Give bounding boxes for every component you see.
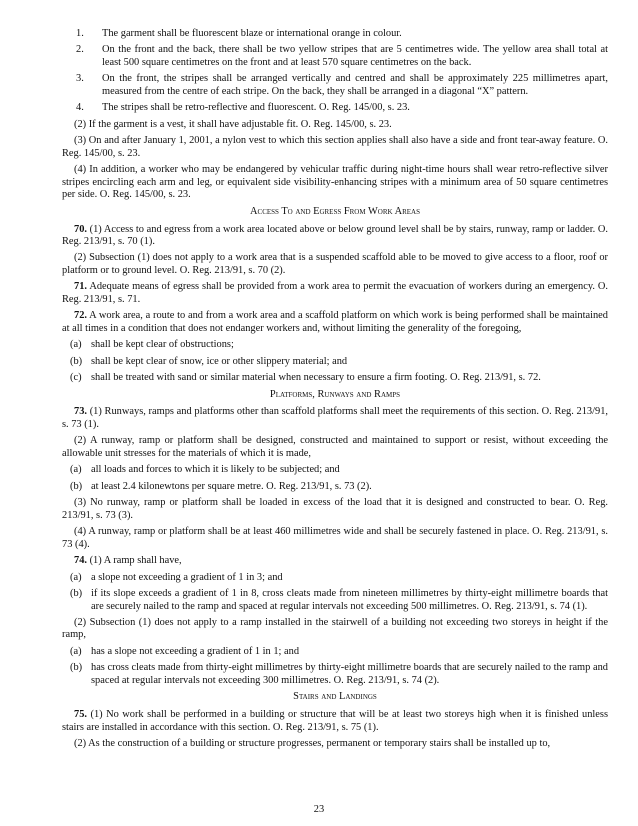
clause-label: (b) [70, 662, 83, 674]
paragraph [62, 738, 608, 751]
paragraph [62, 526, 608, 551]
item-number: 4. [76, 102, 84, 114]
clause-item [62, 662, 608, 687]
paragraph [62, 119, 608, 132]
paragraph-text: A work area, a route to and from a work area and a scaffold platform on which work is being performed shall be maintained at all times in a condition that does not endanger workers and, without limiting the generality of the foregoing, [62, 310, 608, 335]
item-text: The garment shall be fluorescent blaze or international orange in colour. [102, 28, 402, 39]
numbered-item [62, 28, 608, 41]
paragraph-text: (3) No runway, ramp or platform shall be loaded in excess of the load that it is designed and constructed to bear. O. Reg. 213/91, s. 73 (3). [62, 497, 608, 521]
clause-item [62, 339, 608, 352]
clause-text: all loads and forces to which it is likely to be subjected; and [91, 464, 340, 476]
paragraph-text: (1) No work shall be performed in a building or structure that will be at least two storeys high when it is finished unless stairs are installed in accordance with this section. O. Reg. 213/91, s. 75 (1). [62, 709, 608, 733]
clause-label: (c) [70, 372, 82, 384]
clause-item [62, 481, 608, 494]
section-number: 74. [74, 555, 87, 567]
clause-text: shall be kept clear of obstructions; [91, 339, 234, 351]
item-number: 2. [76, 44, 84, 56]
item-text: On the front, the stripes shall be arranged vertically and centred and shall be approximately 225 millimetres apart, measured from the centre of each stripe. On the back, they shall be arranged in a diagonal “X” pattern. [102, 73, 608, 97]
clause-item [62, 356, 608, 369]
paragraph [62, 555, 608, 568]
section-heading: Stairs and Landings [293, 691, 377, 703]
paragraph-text: (2) A runway, ramp or platform shall be designed, constructed and maintained to support or resist, without exceeding the allowable unit stresses for the materials of which it is made, [62, 435, 608, 459]
section-heading: Access To and Egress From Work Areas [250, 205, 420, 217]
clause-label: (b) [70, 355, 83, 367]
paragraph-text: (4) A runway, ramp or platform shall be at least 460 millimetres wide and shall be securely fastened in place. O. Reg. 213/91, s. 73 (4). [62, 526, 608, 550]
paragraph-text: Adequate means of egress shall be provided from a work area to permit the evacuation of workers during an emergency. O. Reg. 213/91, s. 71. [62, 281, 608, 306]
paragraph-text: (1) A ramp shall have, [87, 555, 182, 567]
clause-text: if its slope exceeds a gradient of 1 in 8, cross cleats made from nineteen millimetres by thirty-eight millimetre boards that are securely nailed to the ramp and spaced at regular intervals not exceeding 500 millimetres. O. Reg. 213/91, s. 74 (1). [91, 587, 608, 612]
clause-item [62, 572, 608, 585]
section-number: 71. [74, 281, 87, 293]
section-number: 75. [74, 709, 87, 721]
item-number: 3. [76, 73, 84, 85]
paragraph-text: (1) Access to and egress from a work area located above or below ground level shall be by stairs, runway, ramp or ladder. O. Reg. 213/91, s. 70 (1). [62, 223, 608, 248]
clause-text: a slope not exceeding a gradient of 1 in 3; and [91, 571, 283, 583]
paragraph-text: (2) Subsection (1) does not apply to a work area that is a suspended scaffold able to be moved to give access to a floor, roof or platform or to ground level. O. Reg. 213/91, s. 70 (2). [62, 252, 608, 277]
paragraph [62, 224, 608, 249]
clause-item [62, 588, 608, 613]
clause-text: at least 2.4 kilonewtons per square metre. O. Reg. 213/91, s. 73 (2). [91, 480, 372, 492]
clause-label: (a) [70, 339, 82, 351]
section-heading: Platforms, Runways and Ramps [269, 388, 401, 400]
item-text: On the front and the back, there shall be two yellow stripes that are 5 centimetres wide. The yellow area shall total at least 500 square centimetres on the front and at least 570 square centimetres on the back. [102, 44, 608, 68]
clause-text: has a slope not exceeding a gradient of 1 in 1; and [91, 645, 300, 657]
numbered-item [62, 102, 608, 115]
numbered-item [62, 73, 608, 98]
paragraph [62, 252, 608, 277]
clause-item [62, 464, 608, 477]
paragraph [62, 435, 608, 460]
clause-label: (a) [70, 464, 82, 476]
clause-label: (b) [70, 480, 83, 492]
clause-text: has cross cleats made from thirty-eight millimetres by thirty-eight millimetre boards that are securely nailed to the ramp and spaced at regular intervals not exceeding 300 millimetres. O. Reg. 213/91, s. 74 (2). [91, 662, 608, 686]
clause-text: shall be kept clear of snow, ice or other slippery material; and [91, 355, 348, 367]
clause-label: (a) [70, 571, 82, 583]
paragraph-text: (1) Runways, ramps and platforms other than scaffold platforms shall meet the requirements of this section. O. Reg. 213/91, s. 73 (1). [62, 406, 608, 430]
paragraph [62, 497, 608, 522]
paragraph [62, 406, 608, 431]
paragraph [62, 310, 608, 335]
clause-label: (b) [70, 587, 83, 599]
paragraph [62, 164, 608, 202]
numbered-item [62, 44, 608, 69]
paragraph-text: (2) Subsection (1) does not apply to a ramp installed in the stairwell of a building not exceeding two storeys in height if the ramp, [62, 616, 608, 641]
document-body [62, 28, 608, 751]
section-number: 72. [74, 310, 87, 322]
paragraph [62, 617, 608, 642]
paragraph-text: (2) If the garment is a vest, it shall have adjustable fit. O. Reg. 145/00, s. 23. [74, 118, 392, 130]
clause-item [62, 372, 608, 385]
paragraph [62, 281, 608, 306]
paragraph [62, 709, 608, 734]
item-number: 1. [76, 28, 84, 39]
paragraph [62, 135, 608, 160]
section-number: 73. [74, 406, 87, 418]
page-number: 23 [313, 804, 325, 815]
clause-text: shall be treated with sand or similar material when necessary to ensure a firm footing. O. Reg. 213/91, s. 72. [91, 372, 541, 384]
clause-label: (a) [70, 645, 82, 657]
paragraph-text: (4) In addition, a worker who may be endangered by vehicular traffic during night-time hours shall wear retro-reflective silver stripes encircling each arm and leg, or equivalent side visibility-enhancing stripes with a minimum area of 50 square centimetres per side. O. Reg. 145/00, s. 23. [62, 164, 608, 201]
clause-item [62, 646, 608, 659]
item-text: The stripes shall be retro-reflective and fluorescent. O. Reg. 145/00, s. 23. [102, 102, 410, 114]
paragraph-text: (3) On and after January 1, 2001, a nylon vest to which this section applies shall also have a side and front tear-away feature. O. Reg. 145/00, s. 23. [62, 135, 608, 159]
section-number: 70. [74, 223, 87, 235]
paragraph-text: (2) As the construction of a building or structure progresses, permanent or temporary stairs shall be installed up to, [74, 738, 551, 750]
